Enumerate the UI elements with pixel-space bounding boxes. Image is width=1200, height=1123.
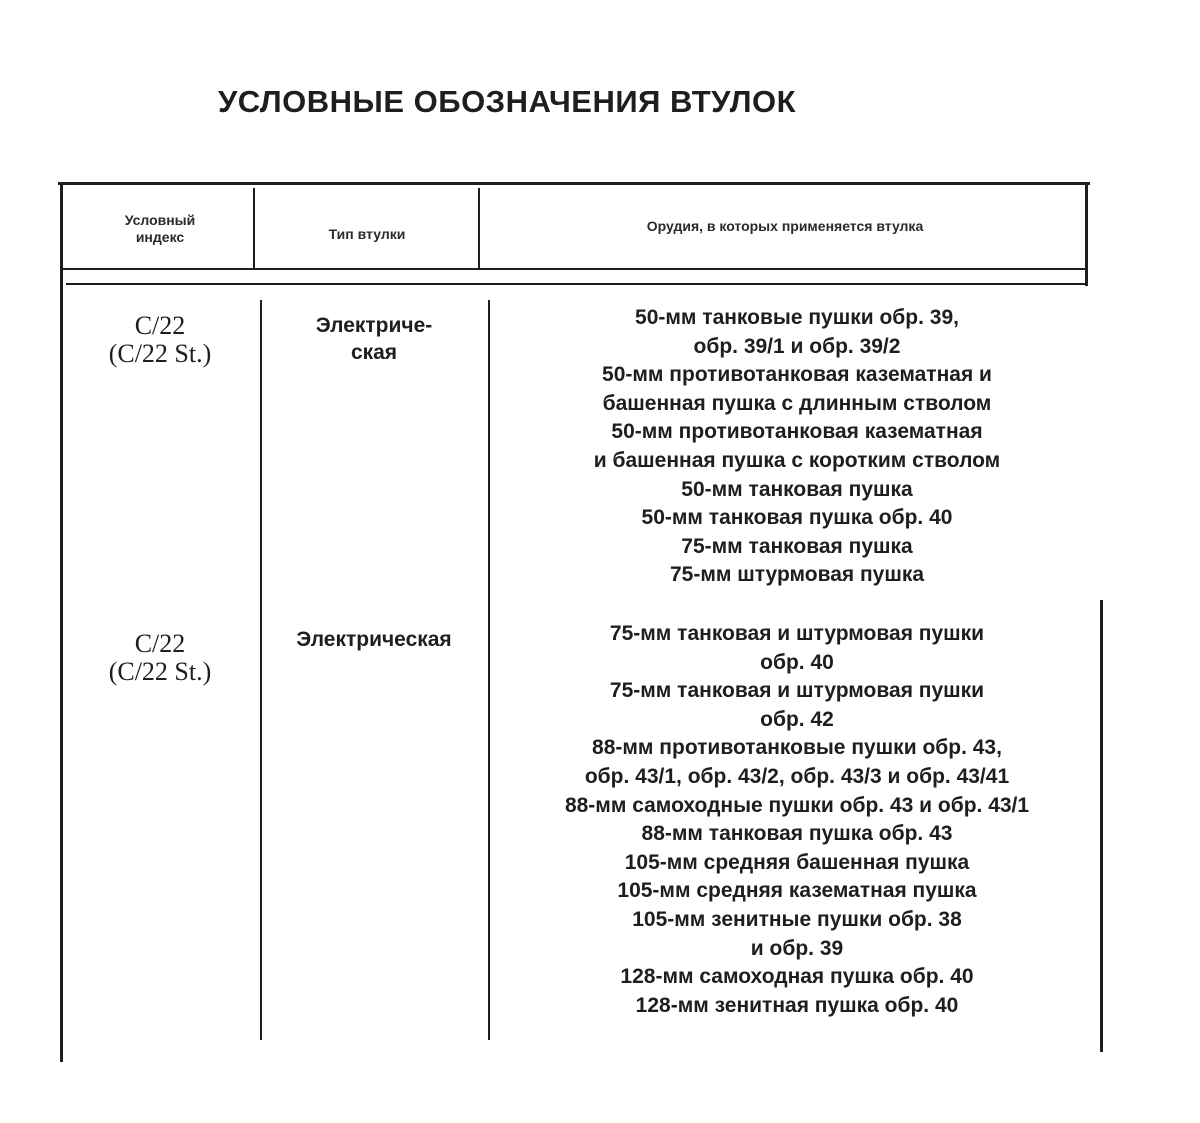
row1-index-line1: C/22 [134,311,186,340]
row2-gun-line: 75-мм танковая и штурмовая пушки [609,622,985,645]
table-top-rule [58,182,1090,185]
header-type: Тип втулки [328,226,406,242]
row1-type [262,312,486,366]
header-bottom-rule [62,268,1086,270]
table-right-rule [1085,182,1088,286]
column-divider-1-header [253,188,255,270]
row1-gun-line: 75-мм штурмовая пушка [669,563,925,587]
row2-index-line1: C/22 [134,629,186,658]
row1-index [70,312,250,368]
row1-gun-line: 50-мм противотанковая казематная и [602,363,992,387]
column-divider-1 [260,300,262,1040]
row1-gun-line: 75-мм танковая пушка [681,534,913,558]
row1-gun-line: башенная пушка с длинным стволом [602,391,992,415]
page-title: УСЛОВНЫЕ ОБОЗНАЧЕНИЯ ВТУЛОК [218,84,797,119]
table-left-rule [60,182,63,1062]
column-divider-2 [488,300,490,1040]
row1-gun-line: 50-мм танковые пушки обр. 39, [635,306,959,329]
row1-gun-line: и башенная пушка с коротким стволом [593,448,1001,472]
row2-gun-line: 128-мм зенитная пушка обр. 40 [635,993,959,1017]
row2-gun-line: 88-мм противотанковые пушки обр. 43, [592,736,1002,760]
row1-gun-line: 50-мм танковая пушка обр. 40 [641,506,953,530]
row2-gun-line: 88-мм танковая пушка обр. 43 [641,822,953,846]
row2-index-line2: (C/22 St.) [108,657,212,686]
row2-gun-line: 105-мм средняя казематная пушка [617,879,977,903]
header-guns: Орудия, в которых применяется втулка [646,218,924,234]
row2-gun-line: 88-мм самоходные пушки обр. 43 и обр. 43/1 [564,793,1030,817]
row2-gun-line: обр. 40 [760,650,834,674]
row1-index-line2: (C/22 St.) [108,339,212,368]
row2-gun-line: 105-мм зенитные пушки обр. 38 [632,907,962,931]
column-divider-2-header [478,188,480,270]
table-right-rule-lower [1100,600,1103,1052]
row2-type-line1: Электрическая [296,628,452,651]
header-bottom-rule-2 [66,283,1088,285]
row1-gun-line: 50-мм противотанковая казематная [611,420,983,444]
row2-gun-line: 105-мм средняя башенная пушка [624,850,970,874]
header-index-line1: Условный [124,212,196,228]
row2-type [262,626,486,653]
header-index-line2: индекс [135,229,185,245]
header-index [70,212,250,246]
row2-index [70,630,250,686]
row2-guns [494,620,1100,1020]
row1-gun-line: 50-мм танковая пушка [681,477,913,501]
row1-type-line2: ская [350,341,398,364]
row1-guns [494,304,1100,590]
row2-gun-line: 75-мм танковая и штурмовая пушки [609,679,985,703]
row2-gun-line: и обр. 39 [750,936,844,960]
row2-gun-line: обр. 43/1, обр. 43/2, обр. 43/3 и обр. 43/41 [584,764,1010,788]
row1-type-line1: Электриче- [315,314,433,337]
row1-gun-line: обр. 39/1 и обр. 39/2 [693,334,901,358]
row2-gun-line: обр. 42 [760,707,834,731]
row2-gun-line: 128-мм самоходная пушка обр. 40 [620,965,974,989]
